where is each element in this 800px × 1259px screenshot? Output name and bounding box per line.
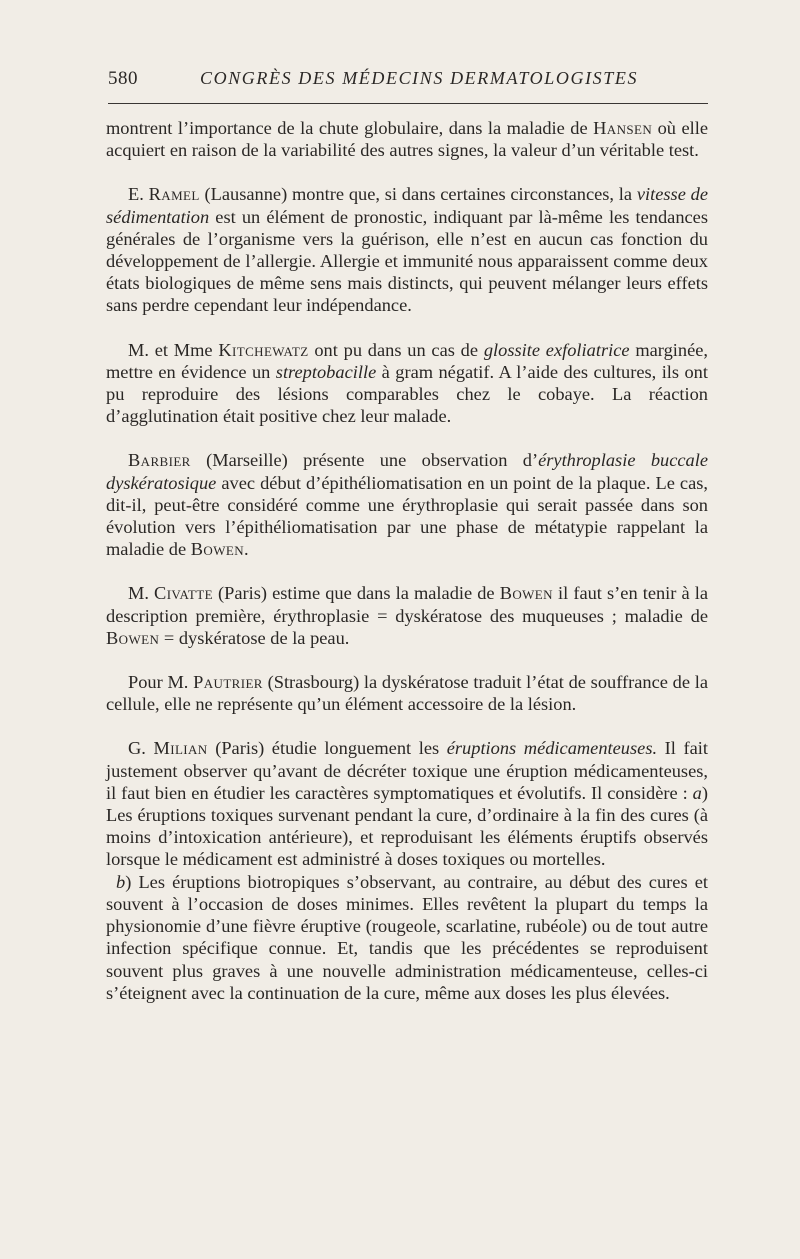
author-name: Hansen <box>593 118 653 138</box>
paragraph-barbier: Barbier (Marseille) présente une observation d’érythroplasie buccale dyskératosique avec début d’épithéliomatisation en un point de la plaque. Le cas, dit-il, peut-être considéré comme une érythroplasie qui serait passée dans son évolution vers l’épithéliomatisation par une phase de métatypie rappelant la maladie de Bowen. <box>106 450 709 560</box>
page-number: 580 <box>108 68 138 89</box>
paragraph-milian: G. Milian (Paris) étudie longuement les éruptions médicamenteuses. Il fait justement observer qu’avant de décréter toxique une éruption médicamenteuses, il faut bien en étudier les caractères symptomatiques et évolutifs. Il considère : a) Les éruptions toxiques survenant pendant la cure, d’ordinaire à la fin des cures (à moins d’intoxication antérieure), et reproduisant les éléments éruptifs observés lorsque le médicament est administré à doses toxiques ou mortelles. <box>106 738 708 870</box>
paragraph-gap <box>106 715 708 737</box>
page-header <box>108 68 708 98</box>
author-name: Bowen <box>190 539 245 560</box>
italic-term: éruptions médicamenteuses. <box>446 738 658 759</box>
paragraph-biotropiques: b) Les éruptions biotropiques s’observant, au contraire, au début des cures et souvent à l’occasion de doses minimes. Elles revêtent la plupart du temps la physionomie d’une fièvre éruptive (rougeole, scarlatine, rubéole) ou de tout autre infection spécifique connue. Et, tandis que les précédentes se reproduisent souvent plus graves à une nouvelle administration médicamenteuse, celles-ci s’éteignent avec la continuation de la cure, même aux doses les plus élevées. <box>106 871 708 1003</box>
italic-term: b <box>116 871 126 892</box>
author-name: Kitchewatz <box>218 339 309 360</box>
author-name: Civatte <box>154 583 213 604</box>
paragraph-gap <box>106 161 708 183</box>
paragraph-civatte: M. Civatte (Paris) estime que dans la maladie de Bowen il faut s’en tenir à la description première, érythroplasie = dyskératose des muqueuses ; maladie de Bowen = dyskératose de la peau. <box>106 583 708 648</box>
italic-term: a <box>692 782 702 803</box>
author-name: Pautrier <box>193 672 263 693</box>
author-name: Bowen <box>499 583 553 604</box>
author-name: Bowen <box>106 627 160 648</box>
italic-term: streptobacille <box>275 361 377 382</box>
body-text <box>106 117 708 1004</box>
author-name: Barbier <box>128 450 191 471</box>
running-title: CONGRÈS DES MÉDECINS DERMATOLOGISTES <box>200 68 639 88</box>
italic-term: érythroplasie buccale dyskératosique <box>106 450 709 493</box>
paragraph-gap <box>106 649 708 671</box>
paragraph-kitchewatz: M. et Mme Kitchewatz ont pu dans un cas de glossite exfoliatrice marginée, mettre en évidence un streptobacille à gram négatif. A l’aide des cultures, ils ont pu reproduire des lésions comparables chez le cobaye. La réaction d’agglutination était positive chez leur malade. <box>106 339 709 427</box>
header-rule <box>108 103 708 104</box>
italic-term: glossite exfoliatrice <box>483 339 630 360</box>
paragraph-ramel: E. Ramel (Lausanne) montre que, si dans certaines circonstances, la vitesse de sédimentation est un élément de pronostic, indiquant par là-même les tendances générales de l’organisme vers la guérison, elle n’est en aucun cas fonction du développement de l’allergie. Allergie et immunité nous apparaissent comme deux états biologiques de même sens mais distincts, qui peuvent mélanger leurs effets sans perdre cependant leur indépendance. <box>106 184 708 316</box>
author-name: Ramel <box>148 184 200 205</box>
italic-term: vitesse de sédimentation <box>106 184 708 227</box>
paragraph-pautrier: Pour M. Pautrier (Strasbourg) la dyskératose traduit l’état de souffrance de la cellule, elle ne représente qu’un élément accessoire de la lésion. <box>106 672 709 715</box>
paragraph-gap <box>106 560 708 582</box>
paragraph-gap <box>106 427 708 449</box>
paragraph-gap <box>106 317 708 339</box>
paragraph-hansen: montrent l’importance de la chute globulaire, dans la maladie de Hansen où elle acquiert en raison de la variabilité des autres signes, la valeur d’un véritable test. <box>106 118 708 161</box>
author-name: Milian <box>153 738 208 759</box>
